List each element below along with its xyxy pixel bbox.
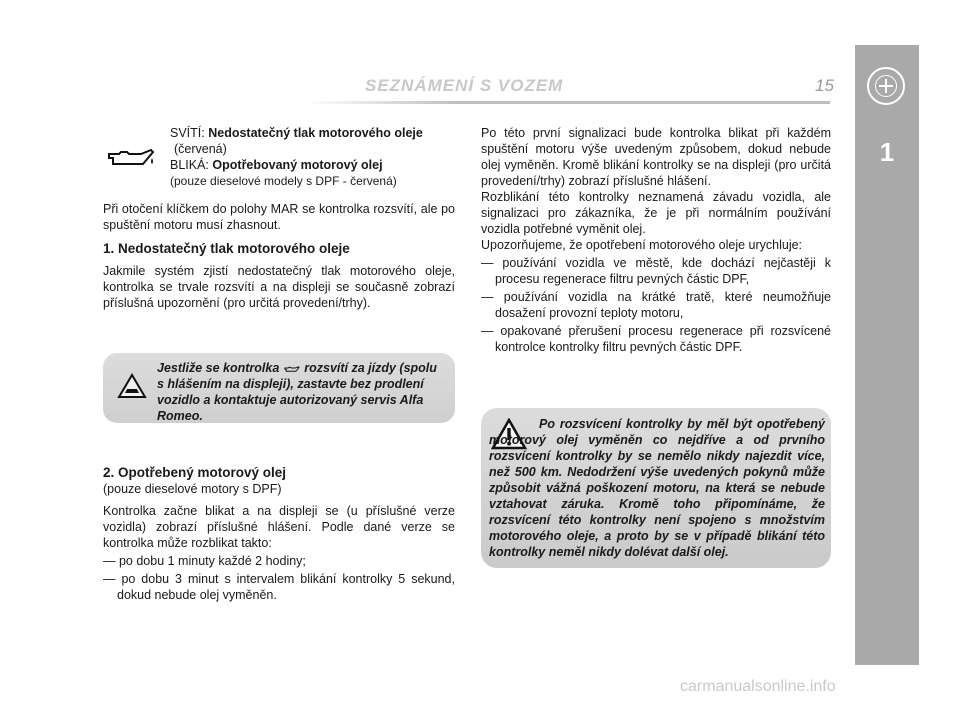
list-item: — po dobu 1 minuty každé 2 hodiny; (103, 554, 306, 568)
right-column (481, 125, 831, 357)
left-column (103, 125, 455, 311)
right-paragraph-3: Upozorňujeme, že opotřebení motorového oleje urychluje: (481, 238, 803, 252)
warning-triangle-icon (117, 373, 147, 399)
warning-box-pressure: Jestliže se kontrolka rozsvítí za jízdy (spolu s hlášením na displeji), zastavte bez prodlení vozidlo a kontaktuje autorizovaný servis Alfa Romeo. (103, 353, 455, 423)
header-divider (305, 101, 830, 104)
list-item: — používání vozidla ve městě, kde dochází nejčastěji k procesu regenerace filtru pevných částic DPF, (481, 256, 831, 286)
worn-oil-section (103, 465, 455, 605)
warning-box-oil-change (481, 408, 831, 568)
intro-paragraph: Při otočení klíčkem do polohy MAR se kontrolka rozsvítí, ale po spuštění motoru musí zhasnout. (103, 202, 455, 232)
heading-low-pressure: 1. Nedostatečný tlak motorového oleje (103, 241, 350, 256)
right-paragraph-2: Rozblikání této kontrolky neznamená závadu vozidla, ale signalizaci pro zákazníka, že je při normálním používání vozidla potřebné vyměnit olej. (481, 190, 831, 236)
list-item: — používání vozidla na krátké tratě, které neumožňuje dosažení provozní teploty motoru, (481, 290, 831, 320)
list-item: — po dobu 3 minut s intervalem blikání kontrolky 5 sekund, dokud nebude olej vyměněn. (103, 572, 455, 602)
chapter-sidebar (855, 45, 919, 665)
list-item: — opakované přerušení procesu regenerace při rozsvícené kontrolce kontrolky filtru pevných částic DPF. (481, 324, 831, 354)
page-number: 15 (815, 76, 834, 95)
worn-oil-subtitle: (pouze dieselové motory s DPF) (103, 482, 282, 496)
low-pressure-paragraph: Jakmile systém zjistí nedostatečný tlak motorového oleje, kontrolka se trvale rozsvítí a na displeji se současně zobrazí příslušná upozornění (pro určitá provedení/trhy). (103, 264, 455, 310)
watermark: carmanualsonline.info (680, 678, 836, 695)
chapter-number: 1 (879, 137, 895, 167)
indicator-description: SVÍTÍ: Nedostatečný tlak motorového oleje (červená) BLIKÁ: Opotřebovaný motorový olej (pouze dieselové modely s DPF - červená) (170, 126, 423, 188)
alfa-romeo-logo-icon (867, 67, 905, 105)
warning-text: Po rozsvícení kontrolky by měl být opotřebený motorový olej vyměněn co nejdříve a od prvního rozsvícení kontrolky by se nemělo nikdy najezdit více, než 500 km. Nedodržení výše uvedených pokynů může způsobit vážná poškození motoru, na která se nebude vztahovat záruka. Kromě toho připomínáme, že rozsvícení této kontrolky není spojeno s množstvím motorového oleje, a proto by se v případě blikání této kontrolky neměl nikdy dolévat další olej. (489, 417, 825, 559)
right-paragraph-1: Po této první signalizaci bude kontrolka blikat při každém spuštění motoru výše uvedeným způsobem, dokud nebude olej vyměněn. Kromě blikání kontrolky se na displeji (pro určitá provedení/trhy) zobrazí příslušné hlášení. (481, 126, 831, 188)
page-title: SEZNÁMENÍ S VOZEM (365, 76, 564, 95)
heading-worn-oil: 2. Opotřebený motorový olej (103, 465, 287, 480)
oil-can-icon (283, 364, 301, 374)
worn-oil-paragraph: Kontrolka začne blikat a na displeji se (u příslušné verze vozidla) zobrazí příslušné hlášení. Podle dané verze se kontrolka může rozblikat takto: (103, 504, 455, 550)
